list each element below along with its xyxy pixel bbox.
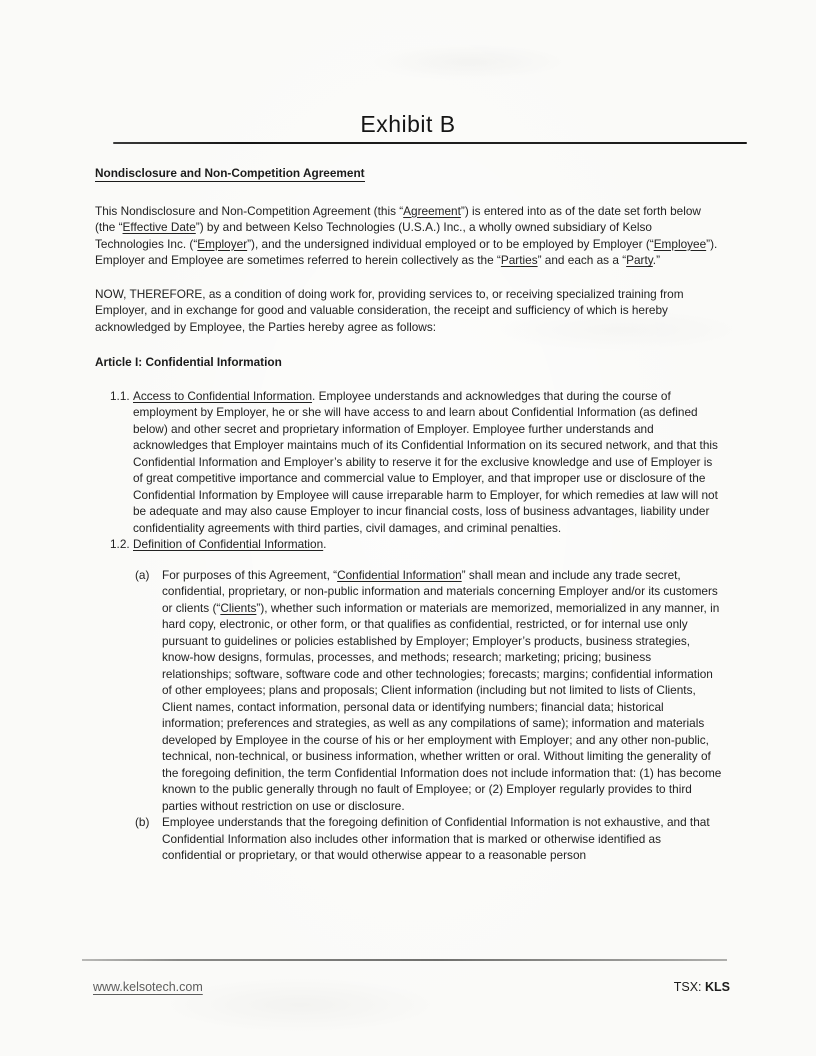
definition-sublist: [135, 567, 722, 864]
list-item-1-2-number: 1.2.: [110, 537, 130, 551]
stock-ticker: [674, 980, 730, 994]
agreement-heading-text: Nondisclosure and Non-Competition Agreement: [95, 166, 365, 180]
title-rule: [113, 142, 747, 144]
footer: [93, 980, 730, 994]
article-1-heading: Article I: Confidential Information: [95, 355, 282, 369]
list-item-1-1-number: 1.1.: [110, 388, 130, 403]
list-item-b-text: Employee understands that the foregoing definition of Confidential Information is not exhaustive, and that Confidential Information also includes other information that is marked or otherwise identified as confidential or proprietary, or that would otherwise appear to a reasonable person: [162, 815, 710, 862]
list-item-a-text: For purposes of this Agreement, “Confidential Information” shall mean and include any trade secret, confidential, proprietary, or non-public information and materials concerning Employer and/or its customers or clients (“Clients”), whether such information or materials are memorized, memorialized in any manner, in hard copy, electronic, or other form, or that qualifies as confidential, restricted, or for internal use only pursuant to guidelines or policies established by Employer; Employer’s products, business strategies, know-how designs, formulas, processes, and methods; research; marketing; pricing; business relationships; software, software code and other technologies; forecasts; margins; confidential information of other employees; plans and proposals; Client information (including but not limited to lists of Clients, Client names, contact information, personal data or identifying numbers; financial data; historical information; preferences and strategies, as well as any compilations of same); information and materials developed by Employee in the course of his or her employment with Employer; and any other non-public, technical, non-technical, or business information, whether written or oral. Without limiting the generality of the foregoing definition, the term Confidential Information does not include information that: (1) has become known to the public generally through no fault of Employee; or (2) Employer regularly provides to third parties without restriction on use or disclosure.: [162, 567, 722, 813]
list-item-1-2-text: Definition of Confidential Information.: [133, 537, 327, 551]
list-item-b: [135, 814, 722, 864]
ticker-exchange-label: TSX:: [673, 980, 702, 994]
list-item-1-1: [110, 388, 722, 537]
page-title: Exhibit B: [360, 111, 456, 137]
article-1-list: [110, 388, 722, 553]
list-item-a-number: (a): [135, 567, 150, 582]
footer-website-link[interactable]: www.kelsotech.com: [93, 980, 203, 994]
footer-rule: [82, 959, 727, 961]
ticker-symbol: KLS: [705, 980, 730, 994]
now-therefore-paragraph: NOW, THEREFORE, as a condition of doing work for, providing services to, or receiving specialized training from Employer, and in exchange for good and valuable consideration, the receipt and sufficiency of which is hereby acknowledged by Employee, the Parties hereby agree as follows:: [95, 286, 684, 334]
list-item-a: [135, 567, 722, 815]
list-item-1-2: [110, 536, 722, 553]
intro-paragraph: This Nondisclosure and Non-Competition Agreement (this “Agreement”) is entered into as of the date set forth below (the “Effective Date”) by and between Kelso Technologies (U.S.A.) Inc., a wholly owned subsidiary of Kelso Technologies Inc. (“Employer”), and the undersigned individual employed or to be employed by Employer (“Employee”). Employer and Employee are sometimes referred to herein collectively as the “Parties” and each as a “Party.”: [95, 203, 718, 267]
list-item-1-1-text: Access to Confidential Information. Employee understands and acknowledges that during the course of employment by Employer, he or she will have access to and learn about Confidential Information (as defined below) and other secret and proprietary information of Employer. Employee further understands and acknowledges that Employer maintains much of its Confidential Information on its secured network, and that this Confidential Information and Employer’s ability to reserve it for the exclusive knowledge and use of Employer is of great competitive importance and commercial value to Employer, and that improper use or disclosure of the Confidential Information by Employee will cause irreparable harm to Employer, for which remedies at law will not be adequate and may also cause Employer to incur financial costs, loss of business advantages, liability under confidentiality agreements with third parties, civil damages, and criminal penalties.: [133, 388, 718, 535]
document-body: [95, 165, 722, 864]
agreement-heading: [95, 165, 722, 182]
list-item-b-number: (b): [135, 815, 150, 829]
